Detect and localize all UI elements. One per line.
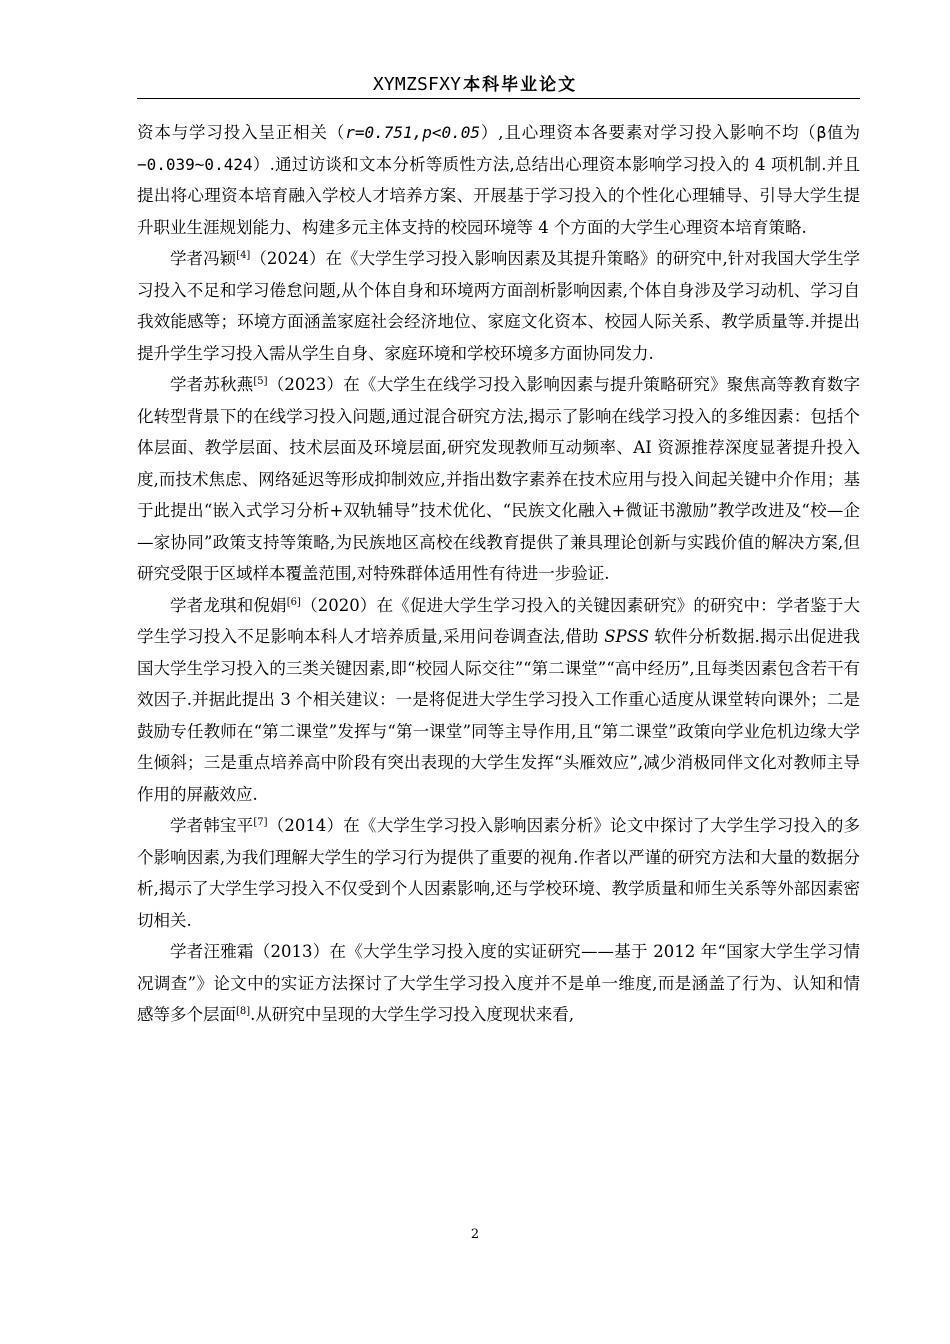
- paragraph-su-qiuyan: [137, 369, 860, 590]
- statistic-beta: β值为−0.039~0.424: [137, 123, 861, 174]
- citation-ref: [5]: [253, 376, 268, 387]
- text-run: （2014）在《大学生学习投入影响因素分析》论文中探讨了大学生学习投入的多个影响因素,为我们理解大学生的学习行为提供了重要的视角.作者以严谨的研究方法和大量的数据分析,揭示了大学生学习投入不仅受到个人因素影响,还与学校环境、教学质量和师生关系等外部因素密切相关.: [137, 816, 861, 930]
- paragraph-wang-yashuang: [137, 936, 860, 1031]
- paragraph-han-baoping: [137, 810, 860, 936]
- text-run: ）.通过访谈和文本分析等质性方法,总结出心理资本影响学习投入的 4 项机制.并且提出将心理资本培育融入学校人才培养方案、开展基于学习投入的个性化心理辅导、引导大学生提升职业生涯规划能力、构建多元主体支持的校园环境等 4 个方面的大学生心理资本培育策略.: [137, 154, 860, 237]
- paragraph-continued: [137, 117, 860, 243]
- header-thesis-title: 本科毕业论文: [463, 75, 578, 95]
- body-text: [137, 117, 860, 1031]
- paragraph-feng-ying: [137, 243, 860, 369]
- text-run: 软件分析数据.揭示出促进我国大学生学习投入的三类关键因素,即“校园人际交往”“第二课堂”“高中经历”,且每类因素包含若干有效因子.并据此提出 3 个相关建议：一是将促进大学生学习投入工作重心适度从课堂转向课外；二是鼓励专任教师在“第二课堂”发挥与“第一课堂”同等主导作用,且“第二课堂”政策向学业危机边缘大学生倾斜；三是重点培养高中阶段有突出表现的大学生发挥“头雁效应”,减少消极同伴文化对教师主导作用的屏蔽效应.: [137, 627, 860, 804]
- header-divider: [137, 98, 860, 99]
- text-run: 学者冯颖: [170, 249, 237, 268]
- citation-ref: [8]: [236, 1006, 251, 1017]
- citation-ref: [6]: [286, 596, 301, 608]
- text-run: （2023）在《大学生在线学习投入影响因素与提升策略研究》聚焦高等教育数字化转型背景下的在线学习投入问题,通过混合研究方法,揭示了影响在线学习投入的多维因素：包括个体层面、教学层面、技术层面及环境层面,研究发现教师互动频率、AI 资源推荐深度显著提升投入度,而技术焦虑、网络延迟等形成抑制效应,并指出数字素养在技术应用与投入间起关键中介作用；基于此提出“嵌入式学习分析+双轨辅导”技术优化、“民族文化融入+微证书激励”教学改进及“校—企—家协同”政策支持等策略,为民族地区高校在线教育提供了兼具理论创新与实践价值的解决方案,但研究受限于区域样本覆盖范围,对特殊群体适用性有待进一步验证.: [137, 375, 861, 583]
- statistic-correlation: r=0.751,p<0.05: [345, 123, 481, 142]
- header-school-code: XYMZSFXY: [372, 74, 462, 95]
- text-run: （2024）在《大学生学习投入影响因素及其提升策略》的研究中,针对我国大学生学习投入不足和学习倦怠问题,从个体自身和环境两方面剖析影响因素,个体自身涉及学习动机、学习自我效能感等；环境方面涵盖家庭社会经济地位、家庭文化资本、校园人际关系、教学质量等.并提出提升学生学习投入需从学生自身、家庭环境和学校环境多方面协同发力.: [137, 249, 861, 363]
- citation-ref: [4]: [236, 250, 251, 261]
- software-name: SPSS: [604, 627, 649, 646]
- text-run: （2020）在《促进大学生学习投入的关键因素研究》的研究中：学者鉴于大学生学习投入不足影响本科人才培养质量,采用问卷调查法,借助: [137, 595, 860, 646]
- text-run: ）,且心理资本各要素对学习投入影响不均（: [480, 123, 817, 142]
- text-run: 学者苏秋燕: [170, 375, 254, 394]
- citation-ref: [7]: [253, 817, 268, 828]
- running-header: [0, 71, 950, 98]
- text-run: 学者汪雅霜（2013）在《大学生学习投入度的实证研究——基于 2012 年“国家大学生学习情况调查”》论文中的实证方法探讨了大学生学习投入度并不是单一维度,而是涵盖了行为、认知和情感等多个层面: [137, 942, 860, 1024]
- page-number: 2: [470, 1227, 480, 1242]
- paragraph-long-qi-ni-juan: [137, 590, 860, 811]
- text-run: .从研究中呈现的大学生学习投入度现状来看,: [250, 1005, 575, 1024]
- text-run: 资本与学习投入呈正相关（: [137, 123, 346, 142]
- text-run: 学者龙琪和倪娟: [170, 595, 287, 615]
- text-run: 学者韩宝平: [170, 816, 254, 835]
